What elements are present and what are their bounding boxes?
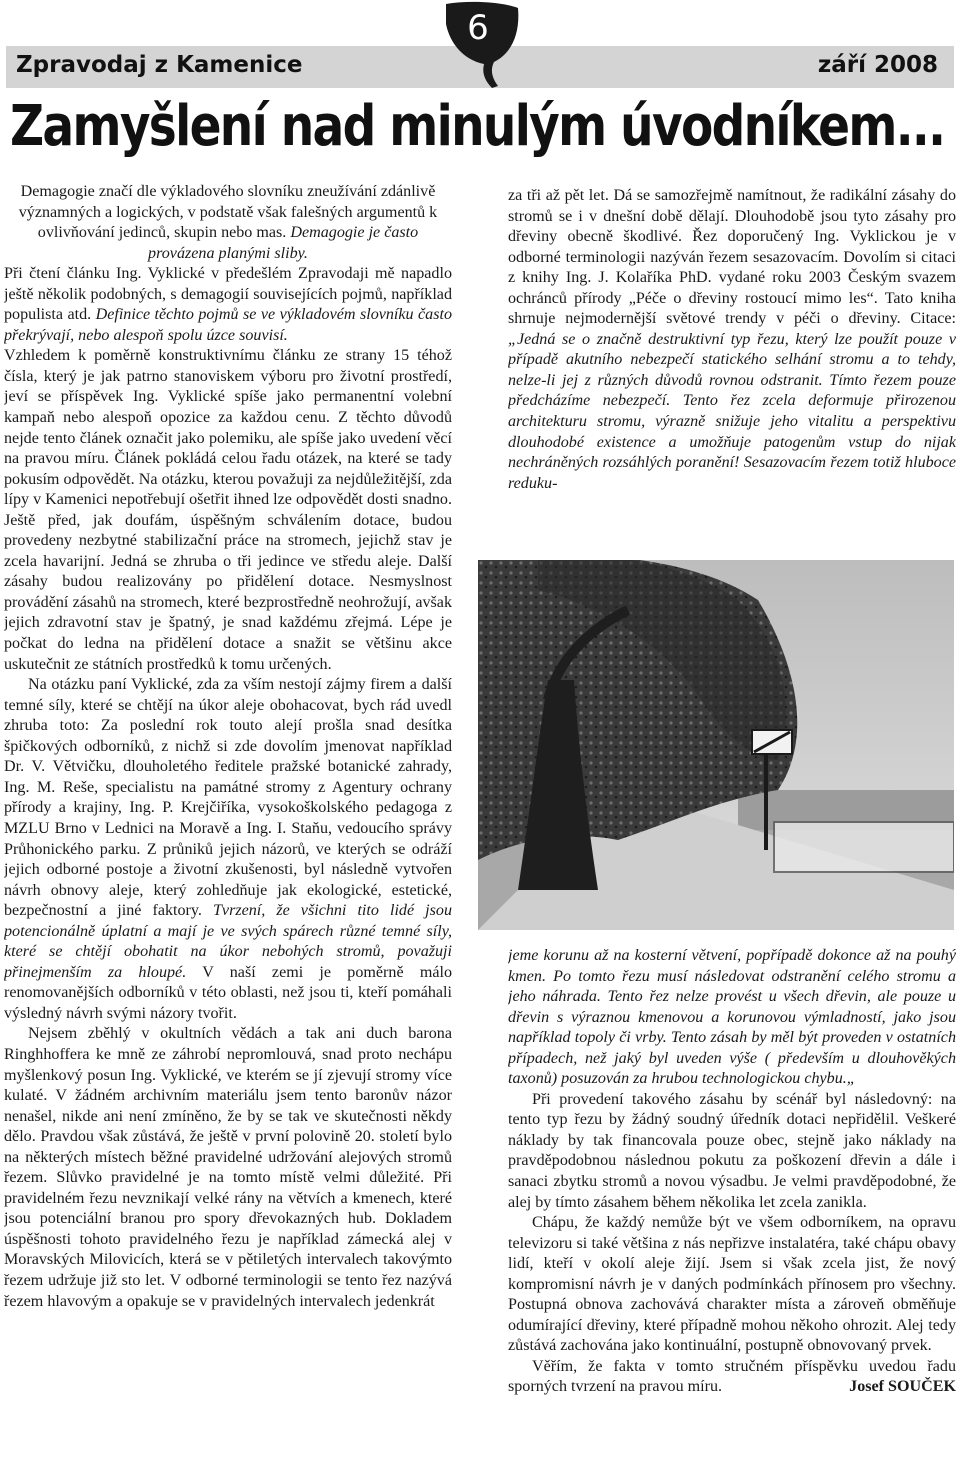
paragraph: za tři až pět let. Dá se samozřejmě namítnout, že radikální zásahy do stromů se i v dnešní době dělají. Dlouhodobě jsou tyto zásahy pro dřeviny obecně škodlivé. Řez doporučený Ing. Vyklickou je v odborné terminologii nazýván řezem sesazovacím. Dovolím si citaci z knihy Ing. J. Kolaříka PhD. vydané roku 2003 Českým svazem ochránců přírody „Péče o dřeviny rostoucí mimo les“. Tato kniha shrnuje nejmodernější světové trendy v péči o dřeviny. Citace: „Jedná se o značně destruktivní typ řezu, který lze použít pouze v případě akutního nebezpečí statického selhání stromu a to tehdy, nelze-li jej z různých důvodů rovnou odstranit. Tímto řezem pouze předcházíme nebezpečí. Tento řez zcela deformuje přirozenou architekturu stromu, výrazně snižuje jeho vitalitu a perspektivu dlouhodobé existence a umožňuje patogenům vstup do nijak nechráněných rozsáhlých poranění! Sesazovacím řezem totiž hluboce reduku- bbox=[508, 187, 956, 492]
tree-photo bbox=[478, 560, 954, 930]
paragraph: Věřím, že fakta v tomto stručném příspěvku uvedou řadu sporných tvrzení na pravou míru. Josef SOUČEK bbox=[508, 1357, 956, 1398]
issue-date: září 2008 bbox=[817, 52, 938, 78]
paragraph: Při čtení článku Ing. Vyklické v předešlém Zpravodaji mě napadlo ještě několik podobných, s demagogií souvisejících pojmů, například populista atd. Definice těchto pojmů se ve výkladovém slovníku často překrývají, nebo alespoň spolu úzce souvisí. bbox=[4, 265, 452, 344]
paragraph: Při provedení takového zásahu by scénář byl následovný: na tento typ řezu by žádný soudný úředník dotaci nepřidělil. Veškeré náklady by tak financovala pouze obec, stejně jako náklady na pravděpodobnou následnou pokutu za poškození dřevin a dále i sanaci zbytku stromů a novou výsadbu. Je velmi pravděpodobné, že alej by tímto zásahem během několika let zcela zanikla. bbox=[508, 1090, 956, 1211]
page-number: 6 bbox=[467, 8, 489, 48]
article-headline: Zamyšlení nad minulým úvodníkem... bbox=[10, 94, 945, 159]
paragraph: Chápu, že každý nemůže být ve všem odborníkem, na opravu televizoru si také většina z nás nepřizve instalatéra, také chápu obavy lidí, kteří v okolí aleje žijí. Jsem si však zcela jist, že nový kompromisní návrh je v daných podmínkách přínosem pro všechny. Postupná obnova zachovává charakter místa a zároveň obměňuje odumírající dřeviny, které případně mohou někoho ohrozit. Alej tedy zůstává zachována jako kontinuální, postupně obnovovaný prvek. bbox=[508, 1214, 956, 1355]
paragraph: jeme korunu až na kosterní větvení, popřípadě dokonce až na pouhý kmen. Po tomto řezu musí následovat odstranění celého stromu a jeho náhrada. Tento řez nelze provést u všech dřevin, ale pouze u dřevin s výraznou kmenovou a korunovou výmladností, jako jsou například topoly či vrby. Tento zásah by měl být proveden v ostatních případech, než jaký byl uveden výše ( především u dlouhověkých taxonů) posuzován za hrubou technologickou chybu.„ bbox=[508, 947, 956, 1088]
left-column bbox=[4, 182, 452, 1468]
paragraph: Demagogie značí dle výkladového slovníku zneužívání zdánlivě významných a logických, v podstatě však falešných argumentů k ovlivňování jedinců, skupin nebo mas. Demagogie je často provázena planými sliby. bbox=[18, 183, 438, 262]
paragraph: Vzhledem k poměrně konstruktivnímu článku ze strany 15 téhož čísla, který je jak patrno stanoviskem výboru pro životní prostředí, jeví se příspěvek Ing. Vyklické spíše jako permanentní volební kampaň nebo alespoň opozice za každou cenu. Z těchto důvodů nejde tento článek označit jako polemiku, ale spíše jako uvedení věcí na pravou míru. Článek pokládá celou řadu otázek, na které se tady pokusím odpovědět. Na otázku, kterou považuji za nejdůležitější, zda lípy v Kamenici nepotřebují ošetřit ihned lze odpovědět dosti snadno. Ještě před, jak doufám, úspěšným schválením dotace, budou provedeny nezbytné stabilizační práce na stromech, jejichž stav je zcela havarijní. Jedná se zhruba o tři jedince ve středu aleje. Další zásahy budou realizovány po přidělení dotace. Nesmyslnost provádění zásahů na stromech, které bezprostředně neohrožují, avšak jejich zdravotní stav je špatný, je snad každému zřejmá. Lépe je počkat do ledna na přidělení dotace a snažit se většinu akce uskutečnit ze státních prostředků k tomu určených. bbox=[4, 347, 452, 673]
right-column-top bbox=[508, 186, 956, 526]
author-signature: Josef SOUČEK bbox=[849, 1378, 956, 1396]
publication-title: Zpravodaj z Kamenice bbox=[16, 52, 303, 78]
paragraph: Nejsem zběhlý v okultních vědách a tak ani duch barona Ringhhoffera ke mně ze záhrobí nepromlouvá, snad proto nechápu myšlenkový posun Ing. Vyklické, ve kterém se jí zjevují stromy více kulaté. V žádném archivním materiálu jsem tento baronův názor nenašel, nikde ani není zmíněno, že by se tak ve skutečnosti někdy dělo. Pravdou však zůstává, že ještě v první polovině 20. století bylo na některých místech běžné pravidelné udržování alejových stromů řezem. Slůvko pravidelné je na tomto místě velmi důležité. Při pravidelném řezu nevznikají velké rány na větvích a kmenech, které jsou potenciální branou pro spory dřevokazných hub. Dokladem úspěšnosti tohoto pravidelného řezu je například zámecká alej v Moravských Milovicích, která se v pětiletých intervalech takovýmto řezem udržuje již sto let. V odborné terminologii se tento řez nazývá řezem hlavovým a opakuje se v pravidelných intervalech jedenkrát bbox=[4, 1025, 452, 1310]
no-entry-sign-icon bbox=[752, 730, 792, 754]
paragraph: Na otázku paní Vyklické, zda za vším nestojí zájmy firem a další temné síly, které se chtějí na úkor aleje obohacovat, bych rád uvedl zhruba toto: Za poslední rok touto alejí prošla snad desítka špičkových odborníků, z nichž si zde dovolím jmenovat například Dr. V. Větvičku, dlouholetého ředitele pražské botanické zahrady, Ing. M. Reše, specialistu na památné stromy z Agentury ochrany přírody a krajiny, Ing. P. Krejčiříka, vysokoškolského pedagoga z MZLU Brno v Lednici na Moravě a Ing. I. Staňu, vedoucího správy Průhonického parku. Z průniků jejich názorů, ve kterých se odráží jejich odborné postoje a životní zkušenosti, byl následně vytvořen návrh obnovy aleje, který zohledňuje jak ekologické, estetické, bezpečnostní a jiné faktory. Tvrzení, že všichni tito lidé jsou potencionálně úplatní a mají je ve svých spárech různé temné síly, které se chtějí obohatit na úkor nebohých stromů, považuji přinejmenším za hloupé. V naší zemi je poměrně málo renomovanějších odborníků v této oblasti, než jsou ti, kteří pomáhali výsledný návrh svými názory tvořit. bbox=[4, 676, 452, 1022]
right-column-bottom bbox=[508, 946, 956, 1468]
